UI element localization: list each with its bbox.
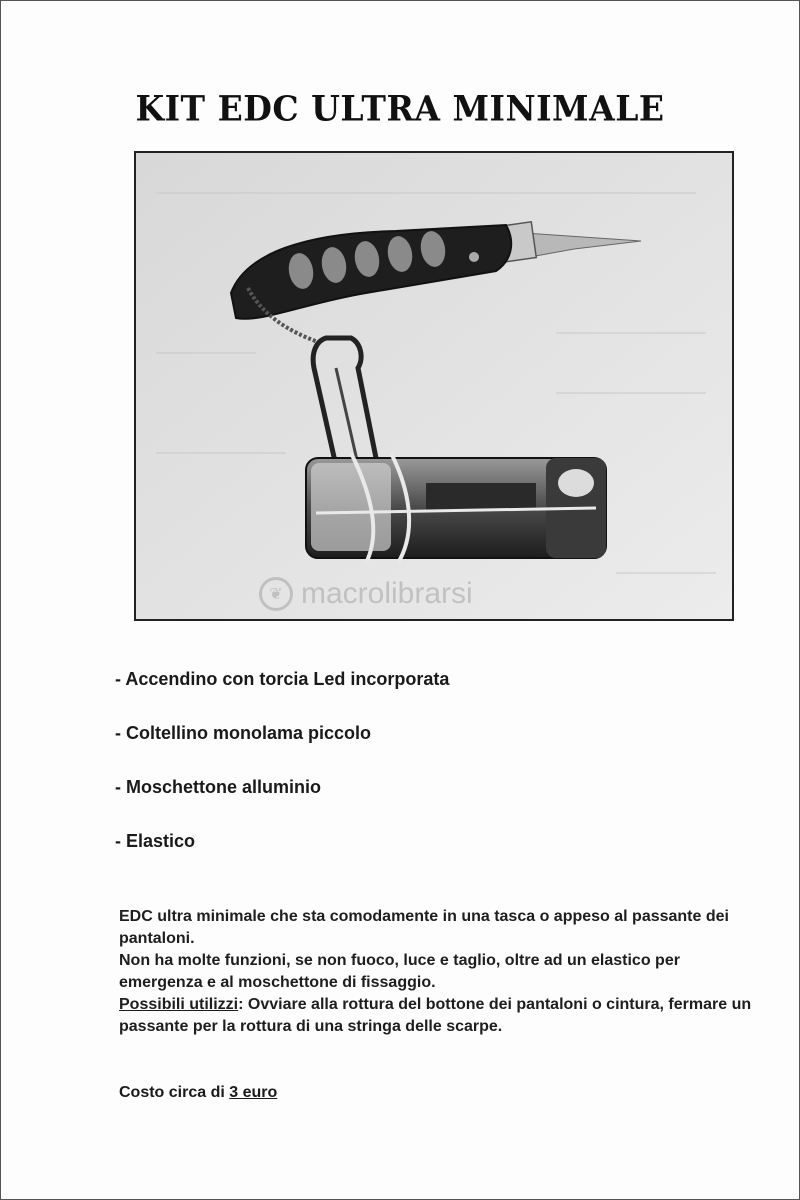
list-item: - Coltellino monolama piccolo [115,723,372,743]
leaf-icon: ❦ [259,577,293,611]
product-photo [134,151,734,621]
page-title: KIT EDC ULTRA MINIMALE [135,88,665,129]
description-line: EDC ultra minimale che sta comodamente in una tasca o appeso al passante dei pantaloni. [119,908,729,947]
uses-paragraph [119,994,759,1038]
list-item: - Moschettone alluminio [115,777,322,797]
lighter-icon [306,453,606,563]
list-item: - Accendino con torcia Led incorporata [115,669,450,689]
uses-colon: : [238,996,244,1013]
cost-prefix: Costo circa di [119,1084,230,1101]
watermark [259,577,473,611]
cost-amount: 3 euro [229,1084,278,1101]
photo-illustration [136,153,732,619]
item-list [115,667,449,883]
watermark-text: macrolibrarsi [301,577,473,610]
uses-label: Possibili utilizzi [119,996,239,1013]
description-line: Non ha molte funzioni, se non fuoco, luce e taglio, oltre ad un elastico per emergenza e al moschettone di fissaggio. [119,952,680,991]
cost-line [119,1084,277,1102]
description [119,906,759,1038]
list-item: - Elastico [115,831,196,851]
uses-text: Ovviare alla rottura del bottone dei pantaloni o cintura, fermare un passante per la rottura di una stringa delle scarpe. [119,996,752,1035]
